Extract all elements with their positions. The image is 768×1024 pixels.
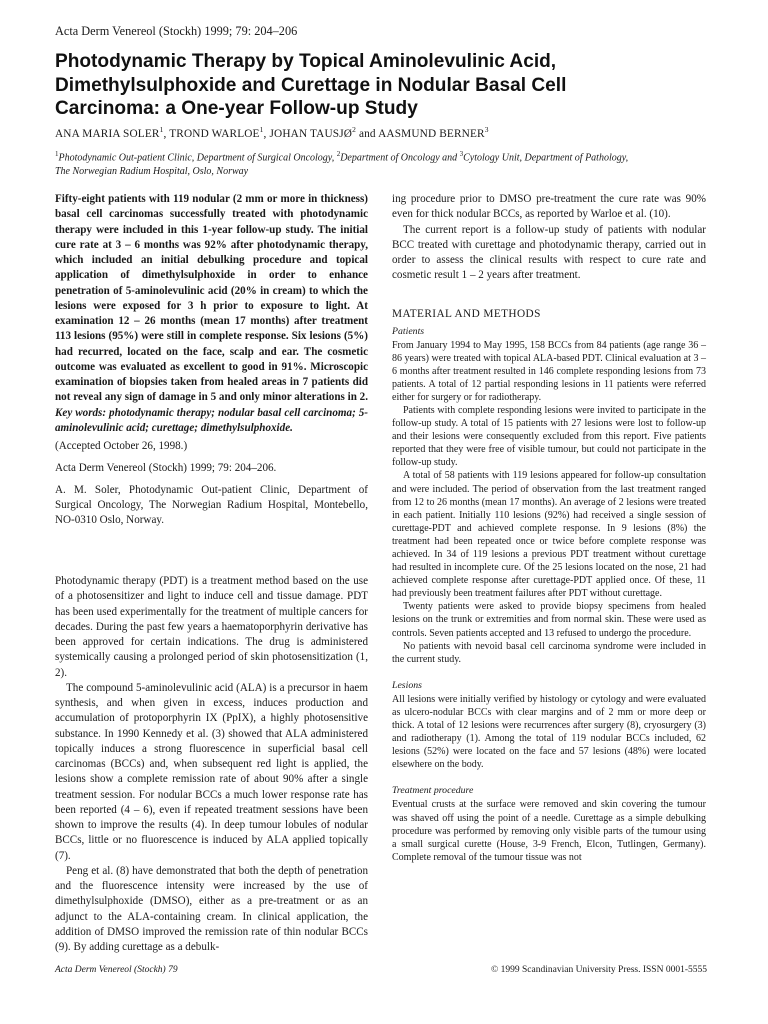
footer-journal: Acta Derm Venereol (Stockh) 79 bbox=[55, 965, 178, 975]
correspondence: A. M. Soler, Photodynamic Out-patient Clinic, Department of Surgical Oncology, The Norwegian Radium Hospital, Montebello, NO-0310 Oslo, Norway. bbox=[55, 484, 368, 526]
intro-paragraph: The current report is a follow-up study of patients with nodular BCC treated with curettage and photodynamic therapy, carried out in order to assess the clinical results with respect to cure rate and cosmetic result 1 – 2 years after treatment. bbox=[392, 223, 706, 282]
methods-paragraph: A total of 58 patients with 119 lesions appeared for follow-up consultation and were included. The period of observation from the last treatment ranged from 12 to 26 months (mean 17 months). An average of 2 lesions were treated in each patient. Initially 110 lesions (92%) had received a single session of curettage-PDT and achieved complete response. In 9 lesions (8%) the treatment had been repeated once or twice before complete response was achieved. In 34 of 119 lesions a previous PDT treatment without curettage had resulted in incomplete cure. Of the 25 lesions located on the nose, 21 had achieved complete response after curettage-PDT applied once. Of these, 11 had previously been treatment failures after PDT without curettage. bbox=[392, 470, 706, 600]
affiliations bbox=[55, 148, 755, 178]
author-name: ANA MARIA SOLER bbox=[55, 127, 160, 140]
abstract: Fifty-eight patients with 119 nodular (2 mm or more in thickness) basal cell carcinomas successfully treated with photodynamic therapy were included in this 1-year follow-up study. The initial cure rate at 3 – 6 months was 92% after photodynamic therapy, which included an initial debulking procedure and topical application of dimethylsulphoxide in order to enhance penetration of 5-aminolevulinic acid (20% in cream) to which the lesions were exposed for 3 h prior to exposure to light. At examination 12 – 26 months (mean 17 months) after treatment 113 lesions (95%) were still in complete response. Six lesions (5%) had recurred, located on the face, scalp and ear. The cosmetic outcome was evaluated as excellent to good in 91%. Microscopic examination of biopsies taken from healed areas in 7 patients did not reveal any sign of damage in 5 and only minor alterations in 2. Key words: photodynamic therapy; nodular basal cell carcinoma; 5-aminolevulinic acid; curettage; dimethylsulphoxide. bbox=[55, 193, 368, 434]
methods-paragraph: Eventual crusts at the surface were removed and skin covering the tumour was shaved off using the point of a needle. Curettage as a simple debulking procedure was performed by removing only visible parts of the tumour using a small surgical curette (House, 3-9 French, Elcon, Tutlingen, Germany). Complete removal of the tumour tissue was not bbox=[392, 799, 706, 863]
methods-paragraph: No patients with nevoid basal cell carcinoma syndrome were included in the current study. bbox=[392, 640, 706, 665]
author-affiliation-mark: 3 bbox=[484, 125, 489, 134]
intro-paragraph: The compound 5-aminolevulinic acid (ALA) is a precursor in haem synthesis, and when given in excess, induces production and accumulation of protoporphyrin IX (PpIX), a highly photosensitive substance. In 1990 Kennedy et al. (3) showed that ALA administered topically induces a strong fluorescence in superficial basal cell carcinomas (BCCs) and, when subsequent red light is applied, the lesions show a complete remission rate of about 90% after a single treatment session. For nodular BCCs a much lower response rate has been reported (4 – 6), even if repeated treatment sessions have been shown to improve the results (4). In deep tumour lobules of nodular BCCs, little or no fluorescence is induced by ALA applied topically (7). bbox=[55, 681, 368, 862]
subsection-heading: Treatment procedure bbox=[392, 785, 474, 797]
left-column bbox=[55, 192, 368, 955]
citation: Acta Derm Venereol (Stockh) 1999; 79: 204–206. bbox=[55, 462, 277, 474]
author-affiliation-mark: 1 bbox=[259, 125, 264, 134]
author-list: ANA MARIA SOLER$^1$, TROND WARLOE$^1$, JOHAN TAUSJØ$^2$ and AASMUND BERNER$^3$ bbox=[55, 125, 489, 140]
right-column bbox=[392, 192, 706, 864]
accepted-date: (Accepted October 26, 1998.) bbox=[55, 440, 188, 452]
subsection-heading: Lesions bbox=[392, 679, 422, 691]
author-name: JOHAN TAUSJØ bbox=[269, 127, 353, 140]
footer-copyright: © 1999 Scandinavian University Press. ISSN 0001-5555 bbox=[491, 965, 707, 975]
author-name: AASMUND BERNER bbox=[378, 127, 485, 140]
intro-paragraph: Peng et al. (8) have demonstrated that both the depth of penetration and the fluorescence intensity were increased by the use of dimethylsulphoxide (DMSO), either as a pre-treatment or as an adjunct to the ALA-containing cream. In clinical application, the addition of DMSO improved the remission rate of thin nodular BCCs (9). By adding curettage as a debulk- bbox=[55, 864, 368, 953]
author-affiliation-mark: 1 bbox=[159, 125, 164, 134]
journal-header: Acta Derm Venereol (Stockh) 1999; 79: 204–206 bbox=[55, 24, 298, 38]
affiliation-line: $^1$Photodynamic Out-patient Clinic, Department of Surgical Oncology, $^2$Department of Oncology and $^3$Cytology Unit, Department of Pathology, bbox=[55, 150, 629, 164]
methods-paragraph: Twenty patients were asked to provide biopsy specimens from healed lesions on the trunk or extremities and from normal skin. These were used as controls. Seven patients accepted and 13 refused to undergo the procedure. bbox=[392, 601, 706, 639]
methods-paragraph: All lesions were initially verified by histology or cytology and were evaluated as ulcero-nodular BCCs with clear margins and of 2 mm or more deep or thick. A total of 12 lesions were recurrences after surgery (8), cryosurgery (3) and radiotherapy (1). Among the total of 119 nodular BCCs included, 62 lesions (52%) were located on the face and 57 lesions (48%) were located elsewhere on the body. bbox=[392, 693, 706, 771]
methods-paragraph: From January 1994 to May 1995, 158 BCCs from 84 patients (age range 36 – 86 years) were treated with topical ALA-based PDT. Clinical evaluation at 3 – 6 months after treatment resulted in 146 complete responding lesions from 73 patients. A total of 12 partial responding lesions in 11 patients were referred either for surgery or for radiotherapy. bbox=[392, 339, 706, 403]
title-line: Carcinoma: a One-year Follow-up Study bbox=[55, 98, 418, 119]
affiliation-line: The Norwegian Radium Hospital, Oslo, Norway bbox=[55, 165, 249, 177]
subsection-heading: Patients bbox=[392, 325, 425, 337]
section-heading: MATERIAL AND METHODS bbox=[392, 307, 541, 320]
keywords: Key words: photodynamic therapy; nodular basal cell carcinoma; 5-aminolevulinic acid; curettage; dimethylsulphoxide. bbox=[55, 406, 368, 434]
author-name: TROND WARLOE bbox=[169, 127, 260, 140]
methods-paragraph: Patients with complete responding lesions were invited to participate in the follow-up study. A total of 15 patients with 27 lesions were lost to follow-up and their lesions were consequently excluded from this report. Five patients reported that they were free of visible tumour, but could not participate in the follow-up study. bbox=[392, 404, 706, 469]
title-line: Photodynamic Therapy by Topical Aminolevulinic Acid, bbox=[55, 51, 557, 72]
title-line: Dimethylsulphoxide and Curettage in Nodular Basal Cell bbox=[55, 74, 567, 96]
intro-paragraph: Photodynamic therapy (PDT) is a treatment method based on the use of a photosensitizer and light to induce cell and tissue damage. PDT has been used experimentally for the treatment of multiple cancers for decades. During the past few years a haematoporphyrin derivative has been approved for certain indications. The drug is administered systemically causing a prolonged period of skin photosensitization (1, 2). bbox=[55, 575, 368, 679]
article-title bbox=[55, 50, 725, 121]
author-affiliation-mark: 2 bbox=[352, 125, 356, 134]
intro-paragraph: ing procedure prior to DMSO pre-treatment the cure rate was 90% even for thick nodular BCCs, as reported by Warloe et al. (10). bbox=[392, 193, 706, 221]
